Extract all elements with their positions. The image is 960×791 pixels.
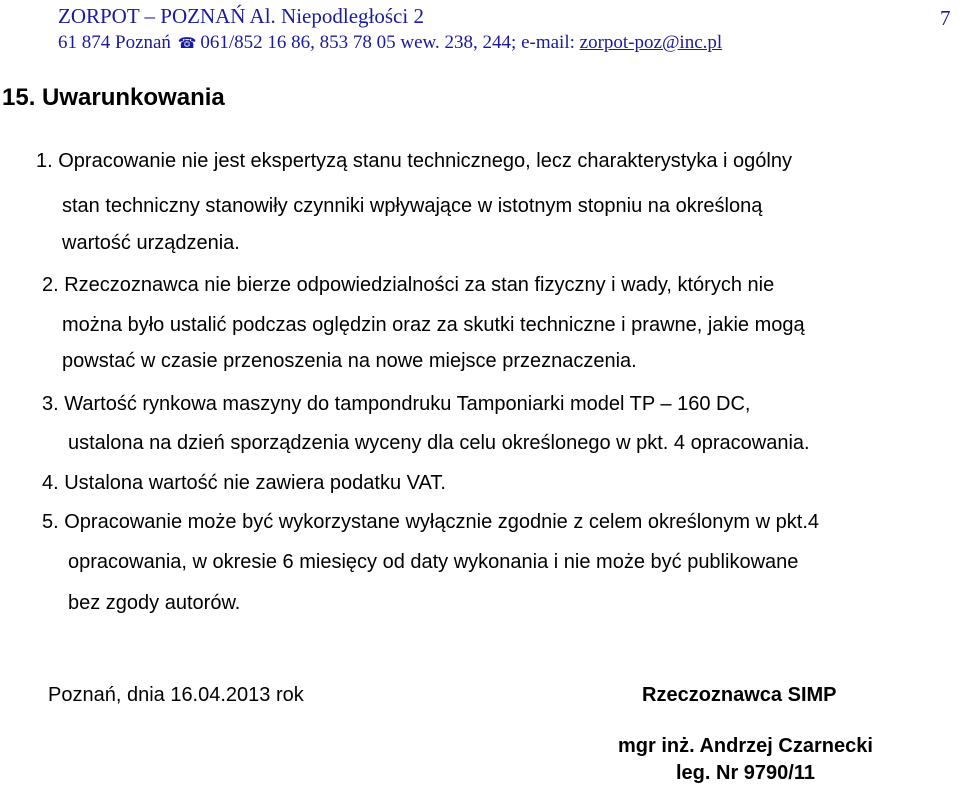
section-title: 15. Uwarunkowania: [2, 84, 225, 111]
email-link[interactable]: zorpot-poz@inc.pl: [579, 32, 723, 53]
paragraph-line: 3. Wartość rynkowa maszyny do tampondruku Tamponiarki model TP – 160 DC,: [42, 393, 751, 415]
paragraph-line: stan techniczny stanowiły czynniki wpływające w istotnym stopniu na określoną: [62, 195, 763, 217]
paragraph-line: 4. Ustalona wartość nie zawiera podatku VAT.: [42, 472, 446, 494]
paragraph-line: 1. Opracowanie nie jest ekspertyzą stanu technicznego, lecz charakterystyka i ogólny: [36, 150, 792, 172]
appraiser-license: leg. Nr 9790/11: [676, 762, 815, 784]
paragraph-line: można było ustalić podczas oględzin oraz za skutki techniczne i prawne, jakie mogą: [62, 314, 805, 336]
paragraph-line: bez zgody autorów.: [68, 592, 241, 614]
telephone-icon: ☎: [177, 36, 197, 52]
paragraph-line: 2. Rzeczoznawca nie bierze odpowiedzialności za stan fizyczny i wady, których nie: [42, 274, 775, 296]
header-address-line: ZORPOT – POZNAŃ Al. Niepodległości 2: [58, 4, 424, 28]
page-number: 7: [940, 6, 951, 30]
paragraph-line: opracowania, w okresie 6 miesięcy od daty wykonania i nie może być publikowane: [68, 551, 799, 573]
header-city: 61 874 Poznań: [58, 32, 171, 53]
header-phones: 061/852 16 86, 853 78 05 wew. 238, 244; e-mail:: [200, 32, 580, 53]
place-date: Poznań, dnia 16.04.2013 rok: [48, 684, 304, 706]
paragraph-line: ustalona na dzień sporządzenia wyceny dla celu określonego w pkt. 4 opracowania.: [68, 432, 810, 454]
header-contact-line: [58, 32, 722, 54]
paragraph-line: 5. Opracowanie może być wykorzystane wyłącznie zgodnie z celem określonym w pkt.4: [42, 511, 819, 533]
appraiser-role: Rzeczoznawca SIMP: [642, 684, 837, 706]
paragraph-line: powstać w czasie przenoszenia na nowe miejsce przeznaczenia.: [62, 350, 637, 372]
paragraph-line: wartość urządzenia.: [62, 232, 240, 254]
appraiser-name: mgr inż. Andrzej Czarnecki: [618, 735, 873, 757]
